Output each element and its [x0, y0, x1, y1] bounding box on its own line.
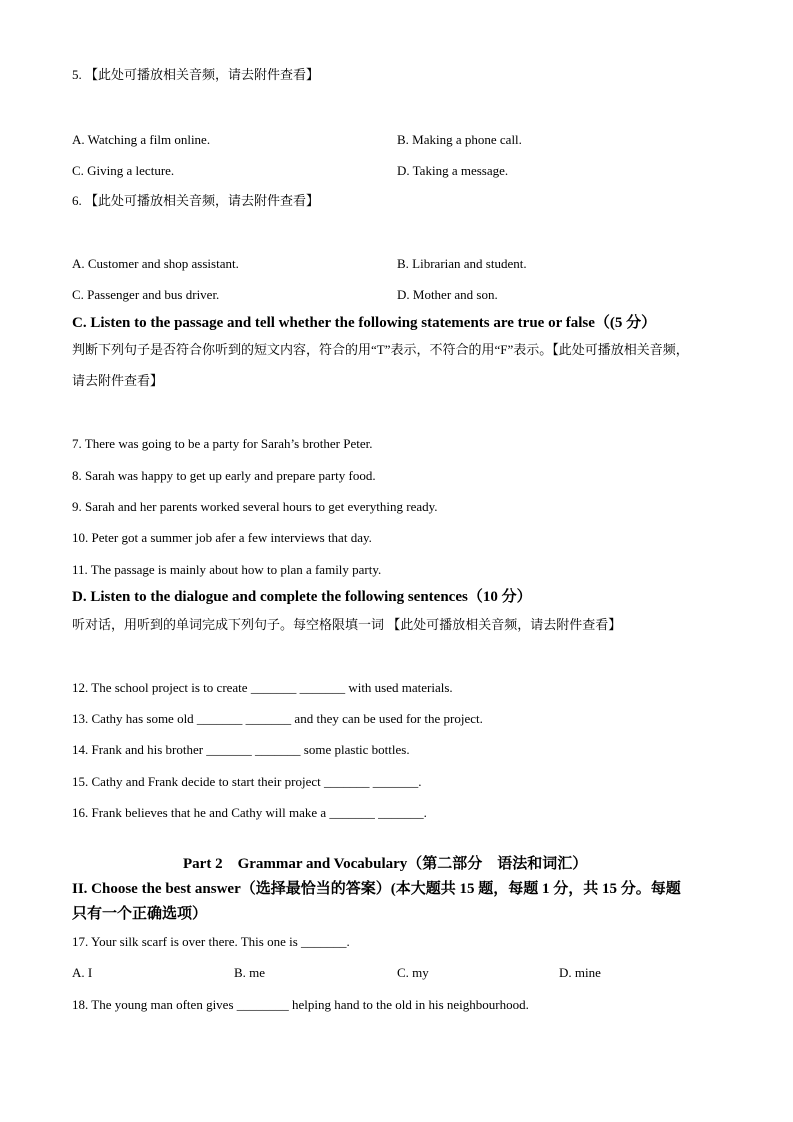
option-c: C. Giving a lecture. — [72, 163, 175, 178]
option-b: B. me — [234, 965, 266, 980]
option-c: C. my — [397, 965, 429, 980]
statement: 11. The passage is mainly about how to plan a family party. — [72, 562, 382, 577]
option-b: B. Librarian and student. — [397, 256, 527, 271]
section-d-instruction: 听对话，用听到的单词完成下列句子。每空格限填一词 【此处可播放相关音频，请去附件查看】 — [72, 617, 622, 632]
option-d: D. Mother and son. — [397, 287, 498, 302]
fill-in-sentence: 12. The school project is to create _______ _______ with used materials. — [72, 680, 453, 695]
question-5: 5. 【此处可播放相关音频，请去附件查看】 — [72, 67, 320, 82]
option-a: A. Customer and shop assistant. — [72, 256, 239, 271]
question-17: 17. Your silk scarf is over there. This one is _______. — [72, 934, 350, 949]
fill-in-sentence: 14. Frank and his brother _______ _______ some plastic bottles. — [72, 742, 410, 757]
question-18: 18. The young man often gives ________ helping hand to the old in his neighbourhood. — [72, 997, 529, 1012]
section-c-instruction: 判断下列句子是否符合你听到的短文内容，符合的用“T”表示，不符合的用“F”表示。【此处可播放相关音频， — [72, 342, 689, 357]
section-d-heading: D. Listen to the dialogue and complete the following sentences（10 分） — [72, 589, 532, 605]
section-ii-heading: II. Choose the best answer（选择最恰当的答案）(本大题共 15 题，每题 1 分，共 15 分。每题 — [72, 881, 681, 897]
question-6: 6. 【此处可播放相关音频，请去附件查看】 — [72, 193, 320, 208]
statement: 10. Peter got a summer job afer a few interviews that day. — [72, 530, 372, 545]
option-a: A. I — [72, 965, 93, 980]
statement: 9. Sarah and her parents worked several hours to get everything ready. — [72, 499, 438, 514]
option-c: C. Passenger and bus driver. — [72, 287, 220, 302]
section-c-heading: C. Listen to the passage and tell whether the following statements are true or false（(5 分） — [72, 315, 657, 331]
fill-in-sentence: 16. Frank believes that he and Cathy will make a _______ _______. — [72, 805, 427, 820]
statement: 8. Sarah was happy to get up early and prepare party food. — [72, 468, 376, 483]
section-ii-heading-cont: 只有一个正确选项） — [72, 906, 208, 922]
fill-in-sentence: 15. Cathy and Frank decide to start their project _______ _______. — [72, 774, 422, 789]
section-c-instruction-cont: 请去附件查看】 — [72, 373, 164, 388]
part-2-title: Part 2 Grammar and Vocabulary（第二部分 语法和词汇） — [183, 856, 588, 872]
option-d: D. Taking a message. — [397, 163, 509, 178]
option-d: D. mine — [559, 965, 601, 980]
statement: 7. There was going to be a party for Sarah’s brother Peter. — [72, 436, 373, 451]
option-a: A. Watching a film online. — [72, 132, 211, 147]
fill-in-sentence: 13. Cathy has some old _______ _______ and they can be used for the project. — [72, 711, 483, 726]
option-b: B. Making a phone call. — [397, 132, 522, 147]
